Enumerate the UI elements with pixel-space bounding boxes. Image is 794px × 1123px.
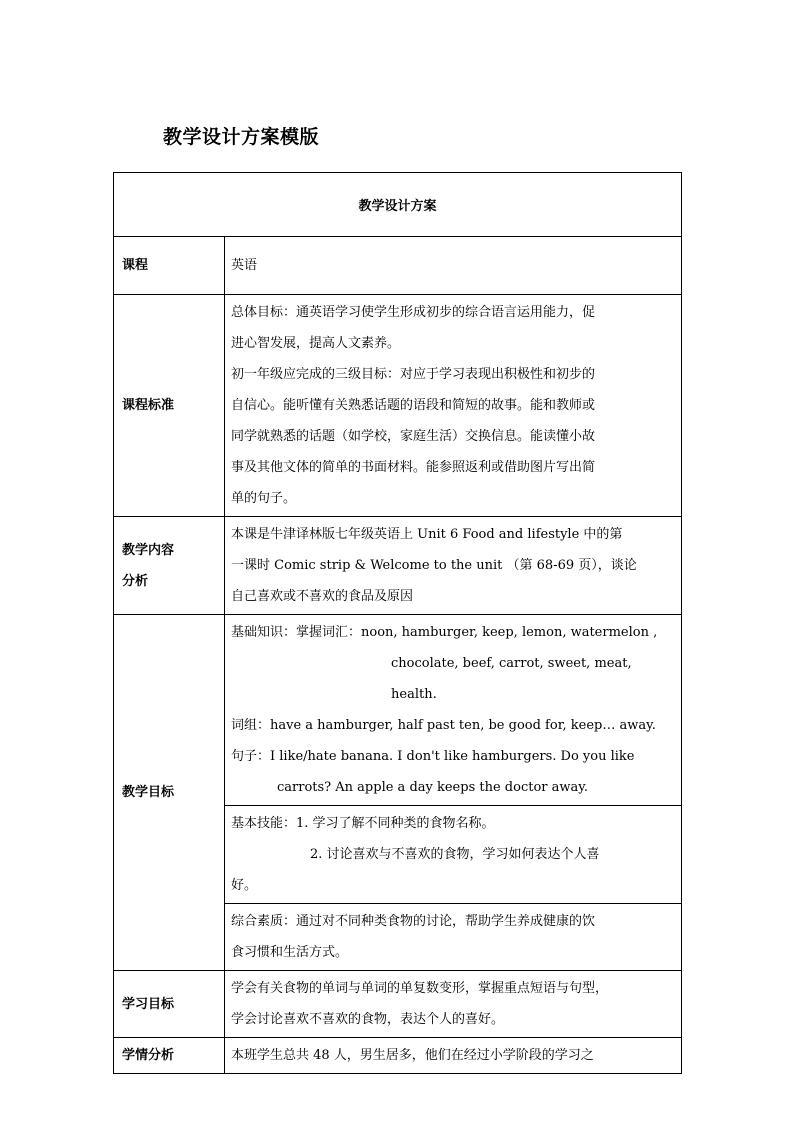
skills-line: 好。: [231, 878, 258, 893]
document-title: 教学设计方案模版: [163, 126, 320, 148]
knowledge-line: 基础知识：掌握词汇：noon, hamburger, keep, lemon, watermelon ,: [231, 625, 658, 640]
objectives-skills: [225, 806, 682, 904]
standard-line: 自信心。能听懂有关熟悉话题的语段和简短的故事。能和教师或: [231, 398, 596, 413]
knowledge-line: 词组：have a hamburger, half past ten, be good for, keep… away.: [231, 718, 656, 733]
skills-line: 基本技能：1. 学习了解不同种类的食物名称。: [231, 816, 495, 831]
student-analysis-label: 学情分析: [114, 1038, 225, 1074]
lesson-plan-table: [113, 172, 682, 1074]
course-row: [114, 237, 682, 295]
student-analysis-line: 本班学生总共 48 人，男生居多，他们在经过小学阶段的学习之: [231, 1048, 594, 1063]
content-analysis-label-line: 教学内容: [122, 542, 175, 558]
standard-line: 事及其他文体的简单的书面材料。能参照返利或借助图片写出简: [231, 460, 596, 475]
standard-line: 单的句子。: [231, 491, 297, 506]
course-value: 英语: [225, 237, 682, 295]
standard-line: 同学就熟悉的话题（如学校，家庭生活）交换信息。能读懂小故: [231, 429, 596, 444]
content-analysis-line: 本课是牛津译林版七年级英语上 Unit 6 Food and lifestyle 中的第: [231, 527, 623, 542]
course-label: 课程: [114, 237, 225, 295]
student-analysis-row: [114, 1038, 682, 1074]
content-analysis-line: 自己喜欢或不喜欢的食品及原因: [231, 589, 414, 604]
content-analysis-content: [225, 517, 682, 615]
content-analysis-label: [114, 517, 225, 615]
knowledge-line: chocolate, beef, carrot, sweet, meat, health.: [391, 656, 632, 702]
table-header: 教学设计方案: [114, 173, 682, 237]
knowledge-line: 句子：I like/hate banana. I don't like hamburgers. Do you like: [231, 749, 635, 764]
content-analysis-line: 一课时 Comic strip & Welcome to the unit （第 68-69 页），谈论: [231, 558, 637, 573]
skills-line: 2. 讨论喜欢与不喜欢的食物，学习如何表达个人喜: [310, 847, 600, 862]
standard-line: 初一年级应完成的三级目标：对应于学习表现出积极性和初步的: [231, 367, 596, 382]
objectives-row-knowledge: [114, 615, 682, 806]
standard-line: 进心智发展，提高人文素养。: [231, 336, 401, 351]
standard-row: [114, 295, 682, 517]
objectives-quality: [225, 904, 682, 971]
content-analysis-label-line: 分析: [122, 573, 149, 589]
objectives-knowledge: [225, 615, 682, 806]
table-header-row: [114, 173, 682, 237]
content-analysis-row: [114, 517, 682, 615]
objectives-label: 教学目标: [114, 615, 225, 971]
quality-line: 食习惯和生活方式。: [231, 945, 349, 960]
learning-goals-line: 学会讨论喜欢不喜欢的食物，表达个人的喜好。: [231, 1012, 505, 1027]
quality-line: 综合素质：通过对不同种类食物的讨论，帮助学生养成健康的饮: [231, 914, 596, 929]
learning-goals-content: [225, 971, 682, 1038]
learning-goals-label: 学习目标: [114, 971, 225, 1038]
standard-label: 课程标准: [114, 295, 225, 517]
learning-goals-line: 学会有关食物的单词与单词的单复数变形，掌握重点短语与句型，: [231, 981, 609, 996]
student-analysis-content: [225, 1038, 682, 1074]
learning-goals-row: [114, 971, 682, 1038]
standard-line: 总体目标：通英语学习使学生形成初步的综合语言运用能力，促: [231, 305, 596, 320]
knowledge-line: carrots? An apple a day keeps the doctor away.: [277, 780, 589, 795]
standard-content: [225, 295, 682, 517]
